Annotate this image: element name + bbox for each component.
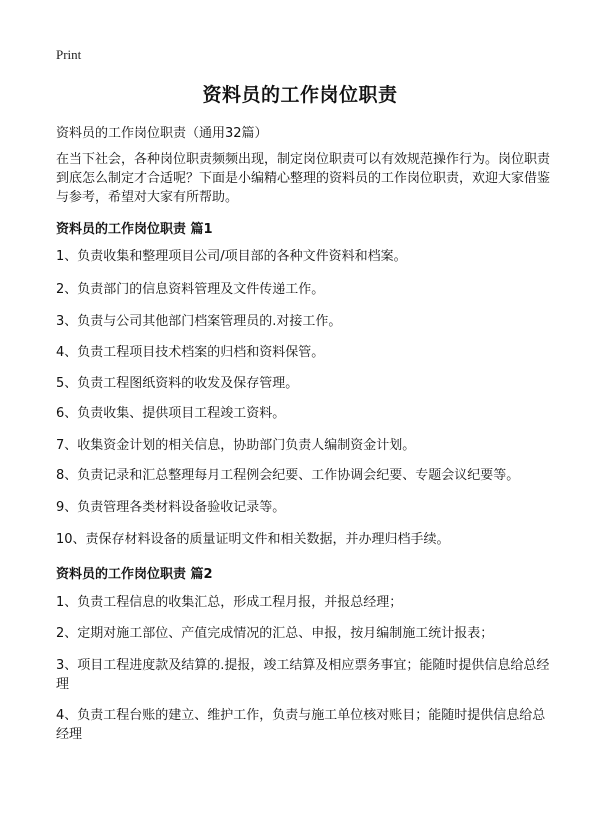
list-item: 10、责保存材料设备的质量证明文件和相关数据，并办理归档手续。 [56, 532, 450, 547]
list-item: 4、负责工程项目技术档案的归档和资料保管。 [56, 345, 325, 360]
section-heading: 资料员的工作岗位职责 篇2 [56, 567, 213, 582]
list-item: 2、负责部门的信息资料管理及文件传递工作。 [56, 282, 325, 297]
list-item: 9、负责管理各类材料设备验收记录等。 [56, 500, 286, 515]
list-item: 5、负责工程图纸资料的收发及保存管理。 [56, 376, 299, 391]
list-item: 6、负责收集、提供项目工程竣工资料。 [56, 406, 286, 421]
list-item: 1、负责收集和整理项目公司/项目部的各种文件资料和档案。 [56, 249, 407, 264]
page-title: 资料员的工作岗位职责 [202, 84, 398, 106]
intro-paragraph: 在当下社会，各种岗位职责频频出现，制定岗位职责可以有效规范操作行为。岗位职责到底怎么制定才合适呢？下面是小编精心整理的资料员的工作岗位职责，欢迎大家借鉴与参考，希望对大家有所帮助。 [56, 152, 551, 205]
list-item: 8、负责记录和汇总整理每月工程例会纪要、工作协调会纪要、专题会议纪要等。 [56, 468, 520, 483]
list-item: 4、负责工程台账的建立、维护工作，负责与施工单位核对账目；能随时提供信息给总经理 [56, 708, 546, 742]
list-item: 3、负责与公司其他部门档案管理员的.对接工作。 [56, 314, 342, 329]
list-item: 2、定期对施工部位、产值完成情况的汇总、申报，按月编制施工统计报表； [56, 626, 494, 641]
list-item: 3、项目工程进度款及结算的.提报，竣工结算及相应票务事宜；能随时提供信息给总经理 [56, 658, 550, 692]
document-subtitle: 资料员的工作岗位职责（通用32篇） [56, 126, 268, 141]
print-link[interactable]: Print [56, 47, 82, 62]
section-heading: 资料员的工作岗位职责 篇1 [56, 222, 213, 237]
list-item: 1、负责工程信息的收集汇总，形成工程月报，并报总经理； [56, 595, 403, 610]
list-item: 7、收集资金计划的相关信息，协助部门负责人编制资金计划。 [56, 438, 416, 453]
